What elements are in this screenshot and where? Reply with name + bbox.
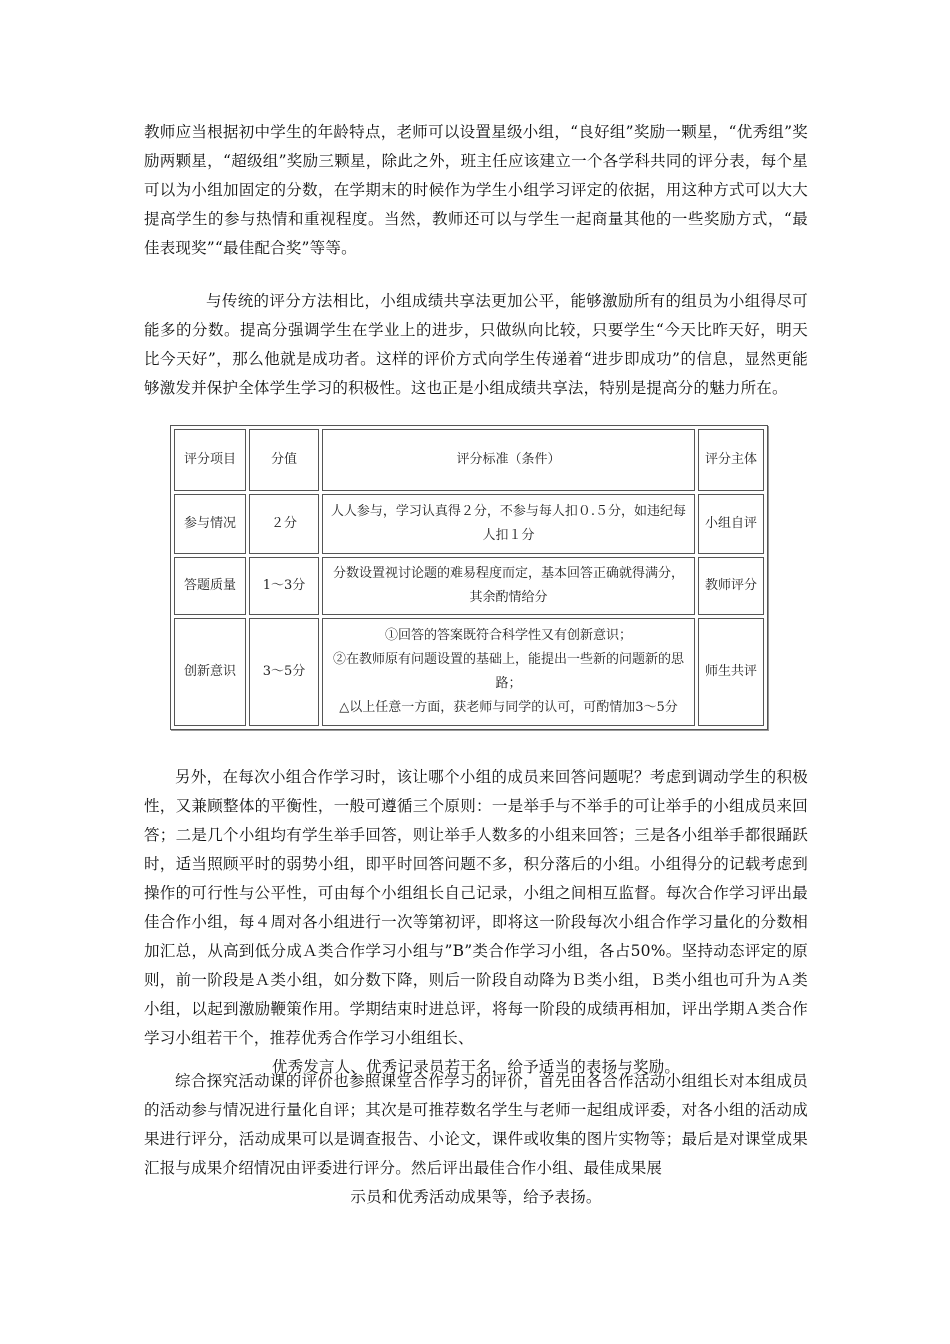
table-row (174, 494, 764, 554)
header-subject: 评分主体 (698, 429, 764, 491)
paragraph-star-groups: 教师应当根据初中学生的年龄特点，老师可以设置星级小组，“良好组”奖励一颗星，“优秀组”奖励两颗星，“超级组”奖励三颗星，除此之外，班主任应该建立一个各学科共同的评分表，每个星可以为小组加固定的分数，在学期末的时候作为学生小组学习评定的依据，用这种方式可以大大提高学生的参与热情和重视程度。当然，教师还可以与学生一起商量其他的一些奖励方式，“最佳表现奖”“最佳配合奖”等等。 (144, 123, 808, 257)
table-row (174, 618, 764, 726)
row-item: 参与情况 (174, 494, 246, 554)
row-item: 创新意识 (174, 618, 246, 726)
paragraph-inquiry-evaluation (144, 1067, 808, 1212)
row-score: 3～5分 (249, 618, 319, 726)
paragraph-last-line: 示员和优秀活动成果等，给予表扬。 (350, 1188, 602, 1206)
header-score: 分值 (249, 429, 319, 491)
criteria-line: ①回答的答案既符合科学性又有创新意识； (384, 628, 632, 643)
paragraph-last-line: 优秀发言人、优秀记录员若干名，给予适当的表扬与奖励。 (271, 1058, 681, 1076)
paragraph-body: 另外，在每次小组合作学习时，该让哪个小组的成员来回答问题呢？考虑到调动学生的积极性，又兼顾整体的平衡性，一般可遵循三个原则：一是举手与不举手的可让举手的小组成员来回答；二是几个小组均有学生举手回答，则让举手人数多的小组来回答；三是各小组举手都很踊跃时，适当照顾平时的弱势小组，即平时回答问题不多，积分落后的小组。小组得分的记载考虑到操作的可行性与公平性，可由每个小组组长自己记录，小组之间相互监督。每次合作学习评出最佳合作小组，每４周对各小组进行一次等第初评，即将这一阶段每次小组合作学习量化的分数相加汇总，从高到低分成Ａ类合作学习小组与”B”类合作学习小组，各占50%。坚持动态评定的原则，前一阶段是Ａ类小组，如分数下降，则后一阶段自动降为Ｂ类小组，Ｂ类小组也可升为Ａ类小组，以起到激励鞭策作用。学期结束时进总评，将每一阶段的成绩再相加，评出学期Ａ类合作学习小组若干个，推荐优秀合作学习小组组长、 (144, 768, 808, 1047)
row-subject: 师生共评 (698, 618, 764, 726)
row-score: ２分 (249, 494, 319, 554)
paragraph-body: 综合探究活动课的评价也参照课堂合作学习的评价，首先由各合作活动小组组长对本组成员的活动参与情况进行量化自评；其次是可推荐数名学生与老师一起组成评委，对各小组的活动成果进行评分，活动成果可以是调查报告、小论文，课件或收集的图片实物等；最后是对课堂成果汇报与成果介绍情况由评委进行评分。然后评出最佳合作小组、最佳成果展 (144, 1072, 808, 1177)
paragraph-answer-rules (144, 763, 808, 1082)
row-subject: 教师评分 (698, 557, 764, 615)
row-criteria: 人人参与，学习认真得２分，不参与每人扣０.５分，如违纪每人扣１分 (322, 494, 695, 554)
row-criteria (322, 618, 695, 726)
table-row (174, 557, 764, 615)
paragraph-score-sharing: 与传统的评分方法相比，小组成绩共享法更加公平，能够激励所有的组员为小组得尽可能多的分数。提高分强调学生在学业上的进步，只做纵向比较，只要学生“今天比昨天好，明天比今天好”，那么他就是成功者。这样的评价方式向学生传递着“进步即成功”的信息，显然更能够激发并保护全体学生学习的积极性。这也正是小组成绩共享法，特别是提高分的魅力所在。 (144, 292, 808, 397)
row-criteria: 分数设置视讨论题的难易程度而定，基本回答正确就得满分，其余酌情给分 (322, 557, 695, 615)
row-item: 答题质量 (174, 557, 246, 615)
criteria-line: ②在教师原有问题设置的基础上，能提出一些新的问题新的思路； (332, 652, 684, 691)
row-subject: 小组自评 (698, 494, 764, 554)
table-header-row (174, 429, 764, 491)
header-item: 评分项目 (174, 429, 246, 491)
scoring-table (170, 425, 768, 730)
row-score: 1～3分 (249, 557, 319, 615)
header-criteria: 评分标准（条件） (322, 429, 695, 491)
criteria-line: △以上任意一方面，获老师与同学的认可，可酌情加3～5分 (339, 700, 678, 715)
